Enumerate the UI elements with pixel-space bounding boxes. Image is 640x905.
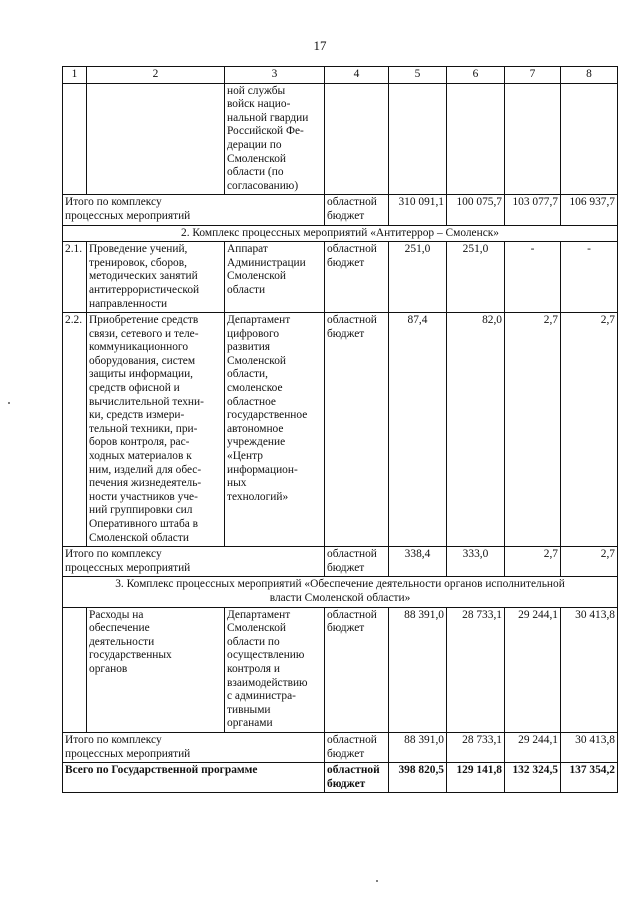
total-row-3 (63, 732, 618, 762)
value-cell: 129 141,8 (447, 763, 505, 793)
source-cell: областной бюджет (325, 607, 389, 732)
value-cell: 87,4 (389, 313, 447, 547)
value-cell: 2,7 (561, 313, 618, 547)
value-cell: 30 413,8 (561, 607, 618, 732)
source-cell: областной бюджет (325, 313, 389, 547)
total-row-1 (63, 195, 618, 225)
value-cell: 2,7 (561, 547, 618, 577)
value-cell: 100 075,7 (447, 195, 505, 225)
total-label: Итого по комплексу процессных мероприятий (63, 732, 325, 762)
header-cell: 4 (325, 67, 389, 84)
value-cell: 251,0 (447, 242, 505, 313)
value-cell: 137 354,2 (561, 763, 618, 793)
grand-total-row (63, 763, 618, 793)
scan-speck (376, 880, 378, 882)
source-cell: областной бюджет (325, 195, 389, 225)
row-number: 2.1. (63, 242, 87, 313)
value-cell: 30 413,8 (561, 732, 618, 762)
grand-total-label: Всего по Государственной программе (63, 763, 325, 793)
header-cell: 5 (389, 67, 447, 84)
continuation-row (63, 83, 618, 195)
page-number: 17 (313, 38, 327, 53)
header-cell: 1 (63, 67, 87, 84)
source-cell: областной бюджет (325, 732, 389, 762)
value-cell: 2,7 (505, 547, 561, 577)
section-2-row (63, 225, 618, 242)
value-cell: 338,4 (389, 547, 447, 577)
value-cell: 88 391,0 (389, 732, 447, 762)
measure-name: Расходы на обеспечение деятельности государственных органов (87, 607, 225, 732)
header-row (63, 67, 618, 84)
value-cell: 28 733,1 (447, 607, 505, 732)
value-cell: 103 077,7 (505, 195, 561, 225)
row-number: 2.2. (63, 313, 87, 547)
value-cell: 398 820,5 (389, 763, 447, 793)
section-title: 2. Комплекс процессных мероприятий «Антитеррор – Смоленск» (63, 225, 618, 242)
executor-cell: ной службы войск нацио- нальной гвардии Российской Фе- дерации по Смоленской области (по согласованию) (225, 83, 325, 195)
executor-cell: Аппарат Администрации Смоленской области (225, 242, 325, 313)
total-label: Итого по комплексу процессных мероприятий (63, 195, 325, 225)
value-cell: - (561, 242, 618, 313)
total-row-2 (63, 547, 618, 577)
budget-table (62, 66, 618, 793)
header-cell: 3 (225, 67, 325, 84)
value-cell: 88 391,0 (389, 607, 447, 732)
section-title: 3. Комплекс процессных мероприятий «Обеспечение деятельности органов исполнительной власти Смоленской области» (63, 577, 618, 607)
value-cell: 333,0 (447, 547, 505, 577)
source-cell: областной бюджет (325, 242, 389, 313)
executor-cell: Департамент цифрового развития Смоленской области, смоленское областное государственное автономное учреждение «Центр информацион- ных технологий» (225, 313, 325, 547)
value-cell: 2,7 (505, 313, 561, 547)
header-cell: 2 (87, 67, 225, 84)
header-cell: 7 (505, 67, 561, 84)
value-cell: 29 244,1 (505, 732, 561, 762)
row-3 (63, 607, 618, 732)
value-cell: 82,0 (447, 313, 505, 547)
total-label: Итого по комплексу процессных мероприятий (63, 547, 325, 577)
row-2-2 (63, 313, 618, 547)
value-cell: 310 091,1 (389, 195, 447, 225)
value-cell: 29 244,1 (505, 607, 561, 732)
source-cell: областной бюджет (325, 547, 389, 577)
source-cell: областной бюджет (325, 763, 389, 793)
section-3-row (63, 577, 618, 607)
executor-cell: Департамент Смоленской области по осуществлению контроля и взаимодействию с администра- тивными органами (225, 607, 325, 732)
value-cell: - (505, 242, 561, 313)
row-2-1 (63, 242, 618, 313)
value-cell: 28 733,1 (447, 732, 505, 762)
value-cell: 106 937,7 (561, 195, 618, 225)
header-cell: 8 (561, 67, 618, 84)
value-cell: 251,0 (389, 242, 447, 313)
header-cell: 6 (447, 67, 505, 84)
measure-name: Приобретение средств связи, сетевого и теле- коммуникационного оборудования, систем защиты информации, средств офисной и вычислительной техни- ки, средств измери- тельной техники, при- боров контроля, рас- ходных материалов к ним, изделий для обес- печения жизнедеятель- ности участников уче- ний группировки сил Оперативного штаба в Смоленской области (87, 313, 225, 547)
scan-speck (8, 402, 10, 404)
value-cell: 132 324,5 (505, 763, 561, 793)
measure-name: Проведение учений, тренировок, сборов, методических занятий антитеррористической направленности (87, 242, 225, 313)
